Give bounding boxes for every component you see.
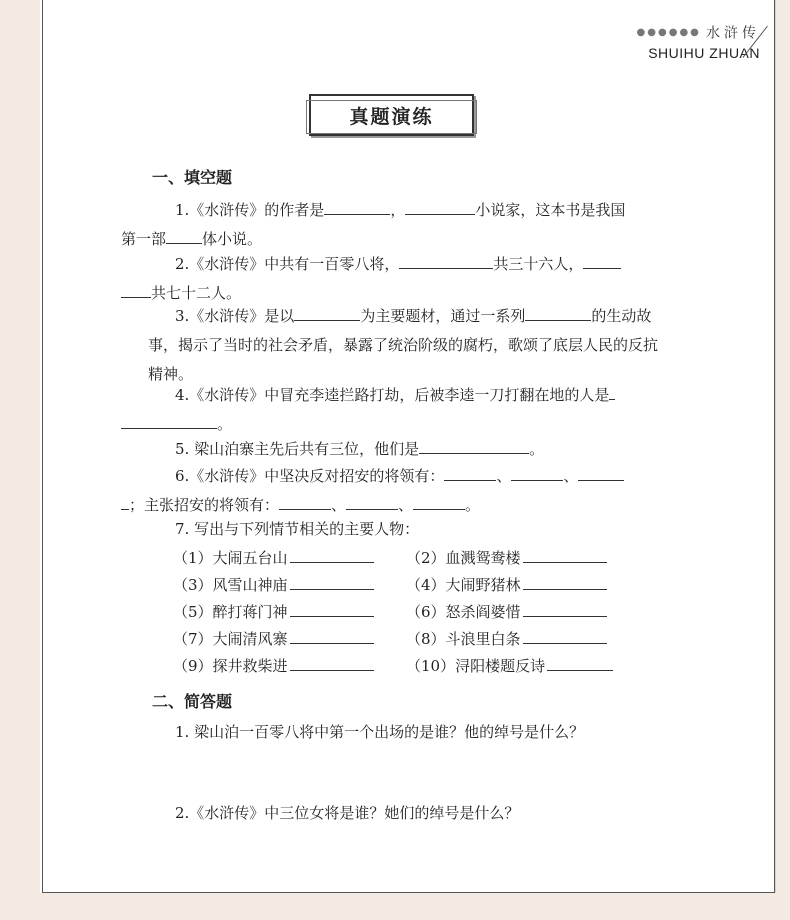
q7-label: （9）探井救柴进 bbox=[173, 657, 288, 675]
section-heading-fill-blanks: 一、填空题 bbox=[152, 168, 233, 187]
blank bbox=[523, 548, 607, 563]
q6-end: 。 bbox=[465, 496, 481, 514]
page-title bbox=[309, 94, 474, 136]
blank bbox=[290, 548, 374, 563]
blank bbox=[324, 200, 390, 215]
blank bbox=[444, 466, 496, 481]
header-title: 水浒传 bbox=[706, 25, 760, 42]
blank bbox=[121, 495, 129, 510]
q7-label: （2）血溅鸳鸯楼 bbox=[406, 549, 521, 567]
q7-item bbox=[406, 547, 607, 568]
short-answer-1: 1. 梁山泊一百零八将中第一个出场的是谁？他的绰号是什么？ bbox=[175, 723, 585, 741]
question-1 bbox=[121, 196, 658, 254]
q6-sep: 、 bbox=[398, 496, 414, 514]
blank bbox=[290, 575, 374, 590]
blank bbox=[399, 254, 493, 269]
q5-text-a: 5. 梁山泊寨主先后共有三位，他们是 bbox=[175, 440, 420, 458]
q6-sep: 、 bbox=[331, 496, 347, 514]
section-heading-short-answer: 二、简答题 bbox=[152, 692, 233, 711]
q6-sep: 、 bbox=[563, 467, 579, 485]
short-answer-2: 2.《水浒传》中三位女将是谁？她们的绰号是什么？ bbox=[175, 804, 520, 822]
q6-text-a: 6.《水浒传》中坚决反对招安的将领有： bbox=[175, 467, 445, 485]
blank bbox=[609, 385, 615, 400]
q7-label: （4）大闹野猪林 bbox=[406, 576, 521, 594]
blank bbox=[290, 629, 374, 644]
q7-item bbox=[173, 547, 374, 568]
q7-item bbox=[173, 574, 374, 595]
q7-item bbox=[173, 601, 374, 622]
q7-item bbox=[406, 601, 607, 622]
blank bbox=[419, 439, 529, 454]
blank bbox=[121, 283, 151, 298]
question-3 bbox=[148, 302, 658, 389]
blank bbox=[547, 656, 613, 671]
q6-text-b: ；主张招安的将领有： bbox=[129, 496, 280, 514]
blank bbox=[166, 229, 202, 244]
q7-item bbox=[173, 655, 374, 676]
q7-label: （8）斗浪里白条 bbox=[406, 630, 521, 648]
q7-item bbox=[406, 655, 613, 676]
q7-label: （7）大闹清风寨 bbox=[173, 630, 288, 648]
q7-label: （5）醉打蒋门神 bbox=[173, 603, 288, 621]
q1-text-c: 小说家，这本书是我国 bbox=[475, 201, 626, 219]
blank bbox=[525, 306, 591, 321]
q3-text-c: 的生动故事，揭示了当时的社会矛盾，暴露了统治阶级的腐朽，歌颂了底层人民的反抗精神。 bbox=[148, 307, 659, 383]
q7-label: （3）风雪山神庙 bbox=[173, 576, 288, 594]
blank bbox=[290, 656, 374, 671]
q7-label: （1）大闹五台山 bbox=[173, 549, 288, 567]
blank bbox=[523, 629, 607, 644]
blank bbox=[121, 414, 217, 429]
question-4 bbox=[148, 381, 658, 439]
q5-text-b: 。 bbox=[529, 440, 545, 458]
q1-text-d: 第一部 bbox=[121, 230, 167, 248]
q7-label: （6）怒杀阎婆惜 bbox=[406, 603, 521, 621]
blank bbox=[511, 466, 563, 481]
q2-text-b: 共三十六人， bbox=[493, 255, 584, 273]
question-6 bbox=[129, 462, 658, 520]
question-7-intro: 7. 写出与下列情节相关的主要人物： bbox=[175, 520, 420, 538]
q7-label: （10）浔阳楼题反诗 bbox=[406, 657, 546, 675]
q3-text-b: 为主要题材，通过一系列 bbox=[360, 307, 526, 325]
blank bbox=[290, 602, 374, 617]
question-5 bbox=[148, 435, 658, 464]
q4-text-b: 。 bbox=[217, 415, 233, 433]
q3-text-a: 3.《水浒传》是以 bbox=[175, 307, 295, 325]
q7-item bbox=[406, 628, 607, 649]
q6-sep: 、 bbox=[496, 467, 512, 485]
q4-text-a: 4.《水浒传》中冒充李逵拦路打劫，后被李逵一刀打翻在地的人是 bbox=[175, 386, 610, 404]
header-subtitle: SHUIHU ZHUAN bbox=[648, 44, 760, 61]
blank bbox=[294, 306, 360, 321]
q7-item bbox=[173, 628, 374, 649]
page-title-text: 真题演练 bbox=[349, 105, 434, 128]
blank bbox=[405, 200, 475, 215]
question-2 bbox=[148, 250, 658, 308]
q7-item bbox=[406, 574, 607, 595]
blank bbox=[346, 495, 398, 510]
blank bbox=[578, 466, 624, 481]
header-dots: ●●●●●● bbox=[636, 27, 701, 38]
blank bbox=[583, 254, 621, 269]
blank bbox=[413, 495, 465, 510]
q2-text-a: 2.《水浒传》中共有一百零八将， bbox=[175, 255, 400, 273]
q1-text-e: 体小说。 bbox=[202, 230, 263, 248]
q2-text-c: 共七十二人。 bbox=[151, 284, 242, 302]
blank bbox=[523, 575, 607, 590]
running-header bbox=[637, 22, 760, 61]
blank bbox=[279, 495, 331, 510]
q1-text-b: ， bbox=[390, 201, 406, 219]
q1-text-a: 1.《水浒传》的作者是 bbox=[175, 201, 325, 219]
blank bbox=[523, 602, 607, 617]
